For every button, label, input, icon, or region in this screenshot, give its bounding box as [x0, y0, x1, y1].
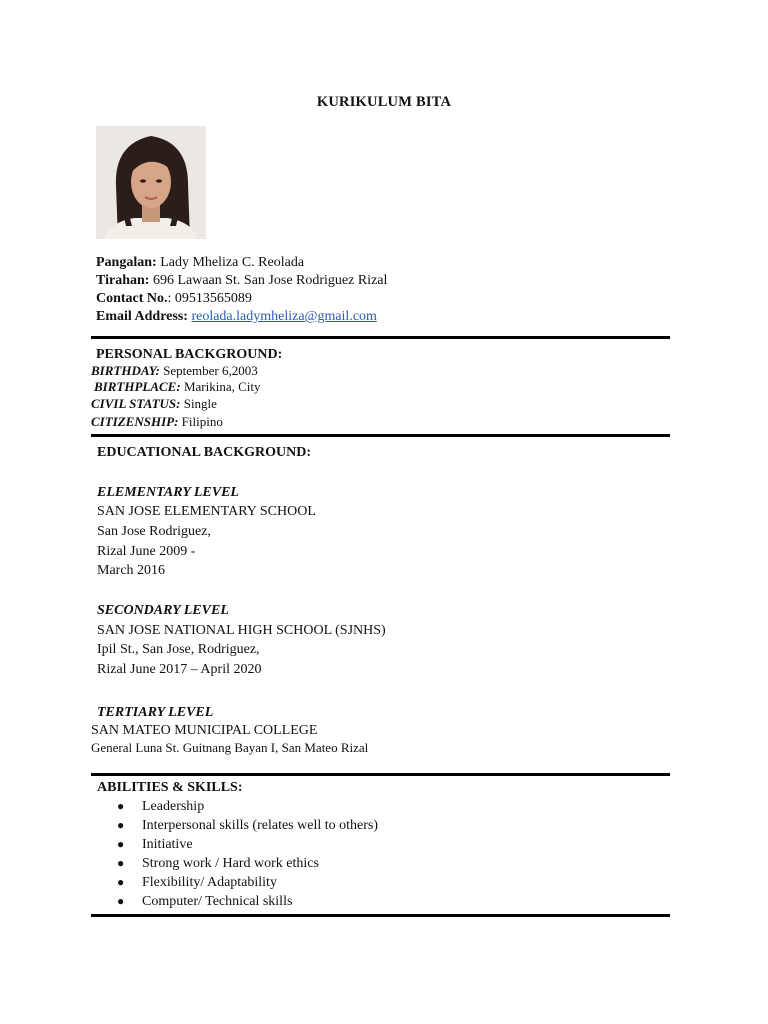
address-row: [96, 273, 387, 289]
bullet-icon: ●: [117, 875, 125, 889]
civil-status-row: [91, 396, 217, 412]
bullet-icon: ●: [117, 856, 125, 870]
section-divider: [91, 773, 670, 776]
secondary-address: Ipil St., San Jose, Rodriguez,: [97, 642, 260, 657]
bullet-icon: ●: [117, 837, 125, 851]
email-label: Email Address:: [96, 309, 188, 324]
skills-heading: ABILITIES & SKILLS:: [97, 780, 243, 795]
email-link[interactable]: reolada.ladymheliza@gmail.com: [191, 309, 377, 324]
section-divider: [91, 434, 670, 437]
secondary-dates: Rizal June 2017 – April 2020: [97, 662, 262, 677]
skills-list: [117, 797, 617, 911]
skill-item: ● Interpersonal skills (relates well to others): [117, 818, 378, 833]
personal-heading: PERSONAL BACKGROUND:: [96, 347, 283, 362]
bullet-icon: ●: [117, 818, 125, 832]
birthday-label: BIRTHDAY:: [91, 363, 160, 378]
citizenship-row: [91, 414, 223, 430]
birthplace-row: [94, 379, 260, 395]
tertiary-level-heading: TERTIARY LEVEL: [97, 705, 214, 720]
birthday-value: September 6,2003: [163, 363, 258, 378]
name-label: Pangalan:: [96, 255, 157, 270]
secondary-school: SAN JOSE NATIONAL HIGH SCHOOL (SJNHS): [97, 623, 386, 638]
contact-label: Contact No.: [96, 291, 168, 306]
name-value: Lady Mheliza C. Reolada: [160, 255, 305, 270]
bullet-icon: ●: [117, 799, 125, 813]
skill-item: ● Computer/ Technical skills: [117, 894, 293, 909]
elementary-dates-end: March 2016: [97, 563, 166, 578]
skill-item: ● Flexibility/ Adaptability: [117, 875, 277, 890]
contact-row: [96, 291, 252, 307]
address-label: Tirahan:: [96, 273, 150, 288]
skill-item: ● Initiative: [117, 837, 193, 852]
elementary-dates: Rizal June 2009 -: [97, 544, 196, 559]
section-divider: [91, 336, 670, 339]
tertiary-address: General Luna St. Guitnang Bayan I, San Mateo Rizal: [91, 740, 369, 755]
citizenship-value: Filipino: [181, 414, 223, 429]
tertiary-school: SAN MATEO MUNICIPAL COLLEGE: [91, 723, 318, 738]
elementary-address: San Jose Rodriguez,: [97, 524, 211, 539]
birthplace-value: Marikina, City: [183, 379, 261, 394]
skill-item: ● Strong work / Hard work ethics: [117, 856, 319, 871]
elementary-school: SAN JOSE ELEMENTARY SCHOOL: [97, 504, 316, 519]
document-title: KURIKULUM BITA: [316, 94, 452, 110]
portrait-image: [96, 126, 206, 239]
civil-status-label: CIVIL STATUS:: [91, 396, 181, 411]
elementary-level-heading: ELEMENTARY LEVEL: [97, 485, 239, 500]
citizenship-label: CITIZENSHIP:: [91, 414, 179, 429]
secondary-level-heading: SECONDARY LEVEL: [97, 603, 229, 618]
address-value: 696 Lawaan St. San Jose Rodriguez Rizal: [152, 273, 388, 288]
email-row: [96, 309, 377, 325]
birthday-row: [91, 363, 258, 379]
name-row: [96, 255, 304, 271]
education-heading: EDUCATIONAL BACKGROUND:: [97, 445, 312, 460]
birthplace-label: BIRTHPLACE:: [94, 379, 181, 394]
bullet-icon: ●: [117, 894, 125, 908]
section-divider: [91, 914, 670, 917]
contact-value: : 09513565089: [167, 291, 252, 306]
skill-item: ● Leadership: [117, 799, 205, 814]
civil-status-value: Single: [183, 396, 217, 411]
profile-photo: [96, 126, 206, 239]
